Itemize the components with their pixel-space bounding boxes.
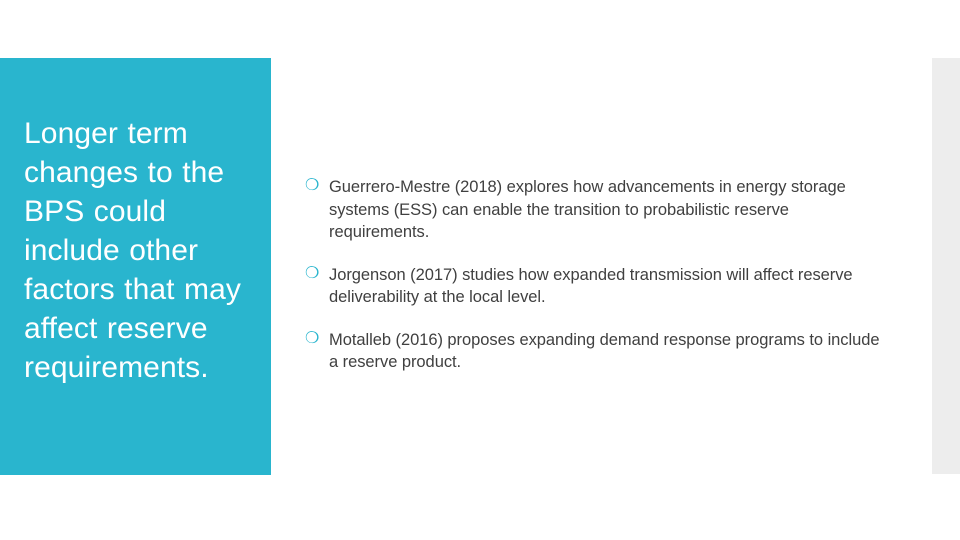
bullet-marker-icon: ❍ — [305, 329, 320, 347]
edge-band-top-segment — [932, 0, 960, 58]
list-item-text: Motalleb (2016) proposes expanding demand response programs to include a reserve product. — [329, 330, 880, 371]
list-item-text: Jorgenson (2017) studies how expanded transmission will affect reserve deliverability at the local level. — [329, 265, 853, 306]
list-item-text: Guerrero-Mestre (2018) explores how advancements in energy storage systems (ESS) can enable the transition to probabilistic reserve requirements. — [329, 178, 846, 241]
right-edge-band — [932, 0, 960, 540]
bullet-marker-icon: ❍ — [305, 264, 320, 282]
edge-band-bottom-segment — [932, 474, 960, 540]
title-panel — [0, 58, 271, 475]
slide-title: Longer term changes to the BPS could include other factors that may affect reserve requirements. — [24, 117, 242, 384]
list-item — [305, 176, 890, 244]
edge-band-middle-segment — [932, 58, 960, 474]
list-item — [305, 264, 890, 309]
bullet-list — [305, 176, 890, 374]
list-item — [305, 329, 890, 374]
bullet-marker-icon: ❍ — [305, 177, 320, 194]
